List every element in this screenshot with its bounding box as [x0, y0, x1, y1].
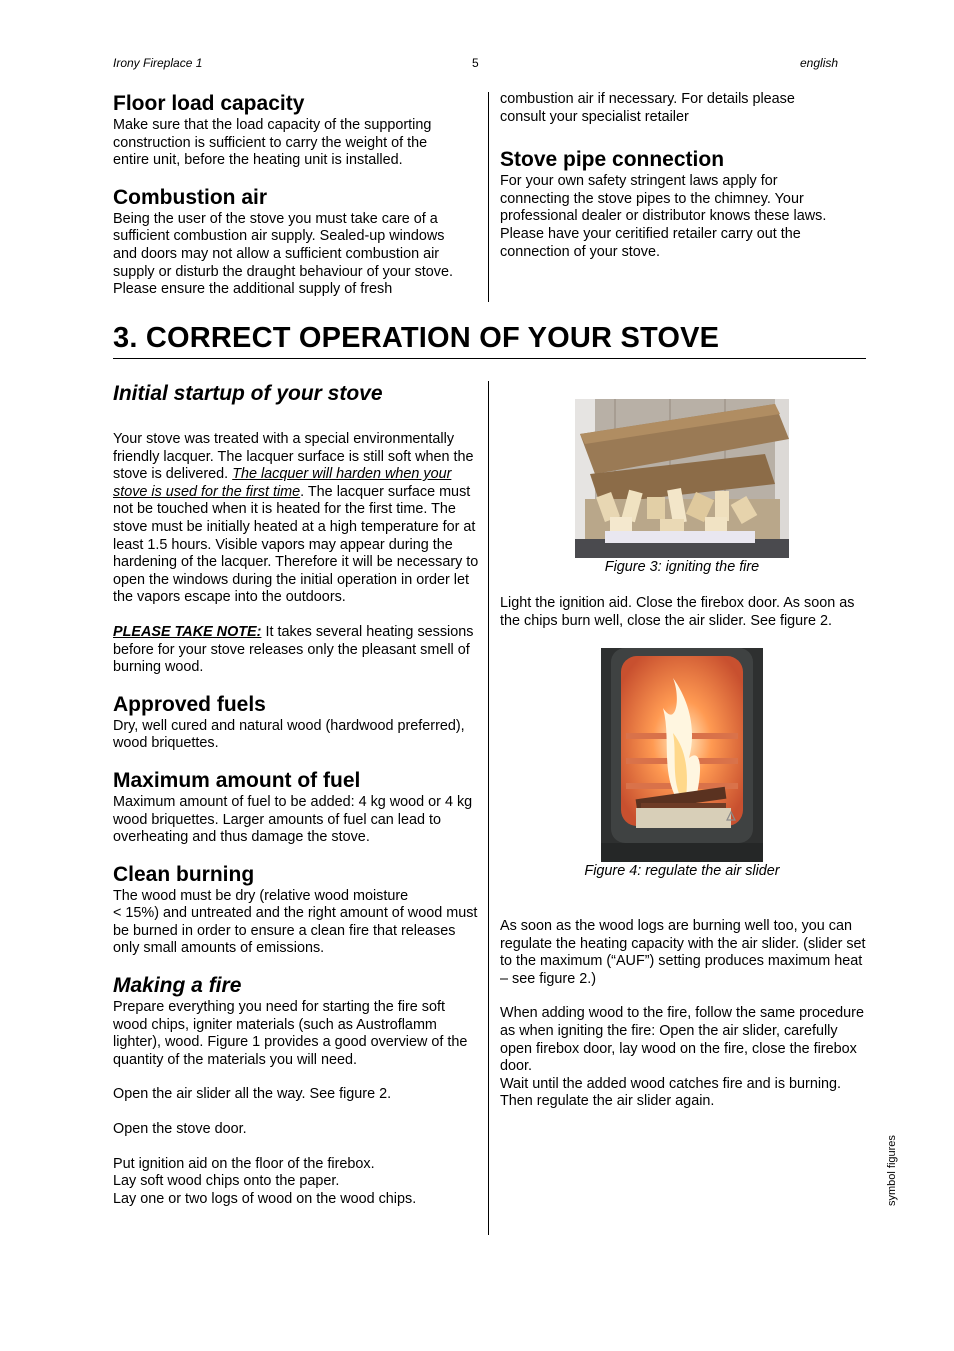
initial-startup-paragraph [113, 431, 479, 607]
top-column-divider [488, 92, 489, 302]
stove-pipe-line-2: connecting the stove pipes to the chimney. Your [500, 190, 804, 207]
making-fire-step-2: Open the stove door. [113, 1121, 247, 1138]
startup-text-a: Your stove was treated with a special environmentally friendly lacquer. The lacquer surface is still soft when the stove is delivered. [113, 431, 474, 483]
clean-burning-line-1: The wood must be dry (relative wood moisture [113, 887, 409, 904]
figure-3-caption: Figure 3: igniting the fire [604, 559, 760, 575]
note-label: PLEASE TAKE NOTE: [113, 623, 262, 640]
clean-burning-line-2: < 15%) and untreated and the right amount of wood must be burned in order to ensure a clean fire that releases only small amounts of emissions. [113, 905, 478, 957]
approved-fuels-heading: Approved fuels [113, 692, 266, 716]
stove-pipe-line-4: Please have your ceritified retailer carry out the [500, 225, 801, 242]
figure-3-image [575, 399, 789, 558]
top-left-column [113, 92, 483, 299]
header-doc-title: Irony Fireplace 1 [113, 56, 203, 70]
combustion-air-cont-line-2: consult your specialist retailer [500, 108, 689, 125]
combustion-air-line-1: Being the user of the stove you must take care of a [113, 210, 438, 227]
making-fire-text: Prepare everything you need for starting the fire soft wood chips, igniter materials (such as Austroflamm lighter), wood. Figure 1 provides a good overview of the quantity of the materials you will need. [113, 999, 468, 1068]
wait-paragraph: Wait until the added wood catches fire and is burning. Then regulate the air slider again. [500, 1075, 842, 1110]
note-text: It takes several heating sessions before for your stove releases only the pleasant smell of burning wood. [113, 623, 474, 676]
floor-load-heading: Floor load capacity [113, 92, 305, 115]
combustion-air-line-5: Please ensure the additional supply of fresh [113, 281, 393, 298]
stove-pipe-line-1: For your own safety stringent laws apply for [500, 173, 778, 190]
main-column-divider [488, 381, 489, 1235]
side-label-symbol-figures: symbol figures [886, 1135, 898, 1206]
section-title: 3. CORRECT OPERATION OF YOUR STOVE [113, 322, 720, 354]
regulate-paragraph: As soon as the wood logs are burning well too, you can regulate the heating capacity with the air slider. (slider set to the maximum (“AUF”) setting produces maximum heat – see figure 2.) [500, 918, 866, 987]
initial-startup-heading: Initial startup of your stove [113, 382, 383, 405]
combustion-air-line-3: and doors may not allow a sufficient combustion air [113, 245, 440, 262]
combustion-air-line-2: sufficient combustion air supply. Sealed-up windows [113, 228, 445, 245]
stove-pipe-line-5: connection of your stove. [500, 243, 660, 260]
max-fuel-heading: Maximum amount of fuel [113, 768, 361, 792]
making-fire-step-3c: Lay one or two logs of wood on the wood chips. [113, 1190, 417, 1207]
startup-text-b: . The lacquer surface must not be touched when it is heated for the first time. The stove must be initially heated at a high temperature for at least 1.5 hours. Visible vapors may appear during the hardening of the lacquer. Therefore it will be necessary to open the windows during the initial operation in order let the vapors escape into the outdoors. [113, 483, 479, 606]
combustion-air-line-4: supply or disturb the draught behaviour of your stove. [113, 263, 453, 280]
top-right-column [500, 91, 870, 261]
floor-load-line-2: construction is sufficient to carry the weight of the [113, 134, 428, 151]
right-lower-text [500, 918, 866, 1111]
floor-load-line-1: Make sure that the load capacity of the supporting [113, 117, 432, 133]
stove-pipe-line-3: professional dealer or distributor knows these laws. [500, 208, 827, 225]
figure-4-image [601, 648, 763, 862]
figure-4-caption: Figure 4: regulate the air slider [584, 863, 780, 879]
main-left-column [113, 382, 479, 1208]
stove-pipe-heading: Stove pipe connection [500, 148, 725, 172]
making-fire-step-3b: Lay soft wood chips onto the paper. [113, 1173, 340, 1190]
header-language: english [800, 56, 839, 70]
adding-wood-paragraph: When adding wood to the fire, follow the same procedure as when igniting the fire: Open the air slider, carefully open firebox door, lay wood on the fire, close the firebox door. [500, 1005, 864, 1075]
clean-burning-heading: Clean burning [113, 862, 255, 886]
making-fire-step-3a: Put ignition aid on the floor of the firebox. [113, 1155, 375, 1172]
floor-load-line-3: entire unit, before the heating unit is installed. [113, 152, 403, 169]
burning-fire-stove-illustration [601, 648, 763, 862]
combustion-air-cont-line-1: combustion air if necessary. For details please [500, 91, 795, 107]
making-fire-step-1: Open the air slider all the way. See figure 2. [113, 1086, 392, 1103]
light-ignition-paragraph: Light the ignition aid. Close the firebox door. As soon as the chips burn well, close the air slider. See figure 2. [500, 595, 855, 629]
combustion-air-heading: Combustion air [113, 185, 268, 209]
section-title-rule [113, 358, 866, 359]
max-fuel-text: Maximum amount of fuel to be added: 4 kg wood or 4 kg wood briquettes. Larger amounts of fuel can lead to overheating and thus damage the stove. [113, 793, 473, 846]
startup-text-underlined: The lacquer will harden when your stove is used for the first time [113, 466, 452, 500]
header-page-number: 5 [472, 56, 479, 70]
wood-chips-firebox-illustration [575, 399, 789, 558]
approved-fuels-text: Dry, well cured and natural wood (hardwood preferred), wood briquettes. [113, 717, 465, 752]
making-fire-heading: Making a fire [113, 974, 242, 998]
note-paragraph [113, 624, 479, 677]
